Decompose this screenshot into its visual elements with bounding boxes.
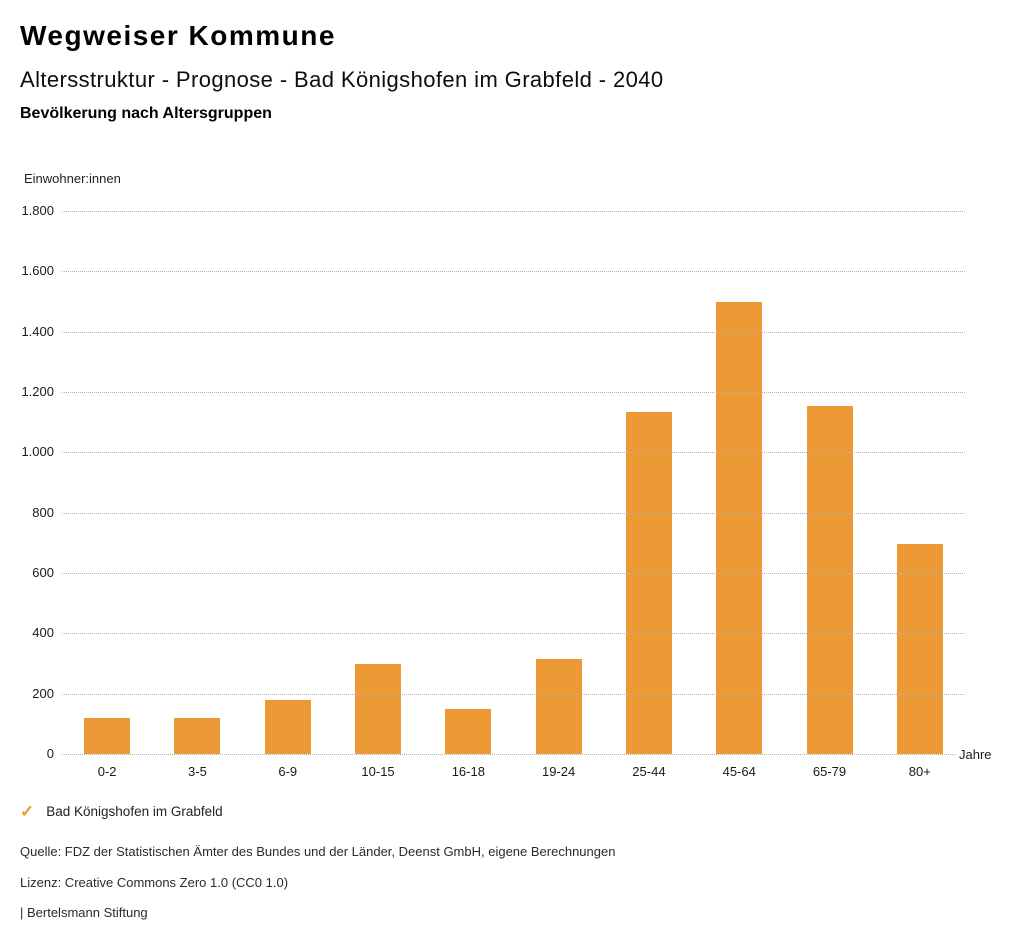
bar-slot: [875, 211, 965, 754]
x-axis-tick-label: 6-9: [278, 764, 298, 779]
bar-slot: [604, 211, 694, 754]
gridline-0: [62, 754, 965, 755]
legend-label: Bad Königshofen im Grabfeld: [46, 804, 223, 819]
chart-section-title: Bevölkerung nach Altersgruppen: [20, 105, 272, 122]
license-text: Lizenz: Creative Commons Zero 1.0 (CC0 1.0): [20, 875, 289, 890]
x-axis-tick-label: 19-24: [542, 764, 576, 779]
y-axis-tick-label: 1.800: [21, 203, 54, 218]
bar-25-44[interactable]: [626, 412, 672, 754]
gridline-1200: [62, 392, 965, 393]
y-axis-tick-label: 1.400: [21, 323, 54, 339]
y-axis-tick-label: 1.000: [21, 444, 54, 460]
bar-slot: [243, 211, 333, 754]
gridline-600: [62, 573, 965, 574]
plot-area: [62, 211, 965, 754]
y-axis-tick-label: 0: [46, 746, 54, 761]
bar-65-79[interactable]: [807, 406, 853, 754]
x-axis: [62, 764, 965, 779]
y-axis-tick-label: 1.600: [21, 263, 54, 279]
gridline-400: [62, 633, 965, 634]
y-axis-tick-label: 600: [32, 565, 54, 580]
x-axis-tick-label: 80+: [908, 764, 931, 779]
bar-slot: [423, 211, 513, 754]
bar-19-24[interactable]: [536, 659, 582, 754]
source-text: Quelle: FDZ der Statistischen Ämter des Bundes und der Länder, Deenst GmbH, eigene Berechnungen: [20, 844, 616, 859]
x-axis-tick-label: 65-79: [812, 764, 847, 779]
bar-slot: [333, 211, 423, 754]
legend-check-icon: ✓: [20, 802, 35, 821]
bar-80+[interactable]: [897, 544, 943, 754]
legend-item[interactable]: [20, 803, 223, 820]
bars-row: [62, 211, 965, 754]
bar-slot: [152, 211, 242, 754]
gridline-800: [62, 513, 965, 514]
bar-slot: [784, 211, 874, 754]
x-axis-tick-label: 3-5: [188, 764, 207, 779]
bar-0-2[interactable]: [84, 718, 130, 754]
gridline-1600: [62, 271, 965, 272]
gridline-1800: [62, 211, 965, 212]
page-title: Wegweiser Kommune: [20, 20, 336, 51]
bar-45-64[interactable]: [716, 302, 762, 755]
attribution-text: | Bertelsmann Stiftung: [20, 905, 148, 920]
x-axis-tick-label: 0-2: [97, 764, 117, 779]
bar-slot: [62, 211, 152, 754]
gridline-1400: [62, 332, 965, 333]
bar-16-18[interactable]: [445, 709, 491, 754]
gridline-1000: [62, 452, 965, 453]
bar-slot: [513, 211, 603, 754]
x-axis-tick-label: 16-18: [451, 764, 485, 779]
bar-slot: [694, 211, 784, 754]
y-axis-tick-label: 200: [32, 685, 54, 701]
bar-6-9[interactable]: [265, 700, 311, 754]
bar-10-15[interactable]: [355, 664, 401, 755]
gridline-200: [62, 694, 965, 695]
y-axis-tick-label: 400: [32, 625, 54, 641]
y-axis-tick-label: 800: [32, 504, 54, 520]
x-axis-tick-label: 10-15: [361, 764, 395, 779]
x-axis-tick-label: 25-44: [632, 764, 666, 779]
y-axis-tick-label: 1.200: [21, 384, 54, 399]
bar-3-5[interactable]: [174, 718, 220, 754]
x-axis-tick-label: 45-64: [722, 764, 756, 779]
x-axis-unit-label: Jahre: [956, 747, 992, 762]
chart-subtitle: Altersstruktur - Prognose - Bad Königshofen im Grabfeld - 2040: [20, 67, 664, 92]
y-axis-unit-label: Einwohner:innen: [24, 171, 121, 186]
